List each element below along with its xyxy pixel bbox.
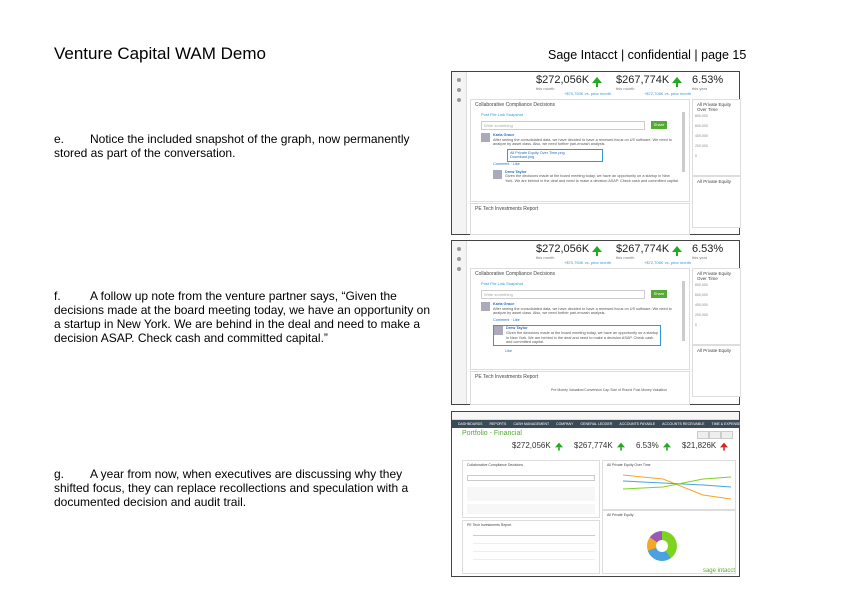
- kpi-vs: +$70,750K vs. prior month: [564, 260, 612, 265]
- dashboard-button[interactable]: [721, 431, 733, 439]
- post-2-actions[interactable]: Like: [505, 348, 512, 353]
- attachment-1[interactable]: All Private Equity Over Time.png: [510, 150, 565, 155]
- kpi-value: $272,056K: [536, 74, 590, 86]
- kpi-tile: [616, 243, 691, 265]
- kpi-tile: [536, 243, 611, 265]
- dashboard-title: Portfolio - Financial: [462, 430, 522, 437]
- kpi-tile: [512, 441, 564, 450]
- step-g: [54, 467, 424, 509]
- chart-panel: [692, 99, 741, 176]
- up-arrow-icon: [592, 77, 602, 83]
- chart-panel: [602, 460, 736, 510]
- scrollbar[interactable]: [682, 281, 685, 341]
- y-tick: 200,000: [695, 313, 708, 317]
- y-tick: 200,000: [695, 144, 708, 148]
- post-2: [493, 170, 679, 184]
- nav-item[interactable]: PURCHASING: [749, 422, 774, 426]
- y-tick: 400,000: [695, 303, 708, 307]
- kpi-vs: +$72,706K vs. prior month: [644, 260, 692, 265]
- nav-icon: [457, 88, 461, 92]
- report-title: PE Tech Investments Report: [475, 374, 539, 380]
- main-nav: [452, 420, 849, 428]
- left-strip: [452, 72, 467, 234]
- kpi-tile: [692, 74, 723, 91]
- table-divider: [473, 559, 595, 560]
- kpi-sub: this year: [692, 86, 708, 91]
- kpi-sub: this month: [616, 86, 635, 91]
- post-author[interactable]: Karla Grace: [493, 302, 515, 306]
- chart-title: All Private Equity Over Time: [607, 463, 651, 467]
- kpi-value: 6.53%: [636, 441, 659, 450]
- nav-item[interactable]: PROJECTS: [812, 422, 832, 426]
- collab-title: Collaborative Compliance Decisions: [467, 463, 524, 467]
- post-actions[interactable]: Comment · Like: [493, 317, 520, 322]
- post-author[interactable]: Drew Taylor: [505, 169, 527, 174]
- step-e: [54, 132, 434, 160]
- chart-title: All Private Equity Over Time: [697, 102, 732, 112]
- screenshot-g: [451, 411, 849, 577]
- up-arrow-icon: [672, 77, 682, 83]
- step-f: [54, 289, 436, 345]
- kpi-vs: +$72,706K vs. prior month: [644, 91, 692, 96]
- report-panel: [462, 520, 600, 574]
- report-title: PE Tech Investments Report: [467, 523, 512, 527]
- kpi-value: $267,774K: [616, 243, 670, 255]
- report-panel: [470, 371, 690, 405]
- dashboard-button[interactable]: [697, 431, 709, 439]
- post-text: Given the decisions made at the board meeting today, we have an opportunity on a startup in New York. We are behind in the deal and need to make a decision ASAP. Check cash and committed capital.: [506, 330, 659, 345]
- top-bar: [452, 412, 739, 420]
- report-title: PE Tech Investments Report: [475, 206, 539, 212]
- nav-item[interactable]: REPORTS: [489, 422, 507, 426]
- sage-intacct-logo: sage intacct: [702, 568, 735, 574]
- table-divider: [473, 551, 595, 552]
- kpi-value: $267,774K: [616, 74, 670, 86]
- nav-item[interactable]: ORDER ENTRY: [780, 422, 806, 426]
- nav-item[interactable]: COMPANY: [556, 422, 574, 426]
- attachment-2[interactable]: Download.png: [510, 155, 535, 160]
- write-input[interactable]: Write something: [481, 121, 645, 130]
- kpi-row: [536, 243, 739, 269]
- kpi-tile: [636, 441, 672, 450]
- step-label: g.: [54, 467, 65, 481]
- nav-icon: [457, 78, 461, 82]
- kpi-value: 6.53%: [692, 243, 724, 255]
- write-input[interactable]: Write something: [481, 290, 645, 299]
- page-title: Venture Capital WAM Demo: [54, 44, 266, 63]
- y-tick: 600,000: [695, 293, 708, 297]
- post-list: [467, 504, 595, 514]
- collab-panel: [462, 460, 600, 518]
- chart2-panel: [602, 510, 736, 574]
- step-text: A year from now, when executives are discussing why they shifted focus, they can replace recollections and speculation with a documented decision and audit trail.: [54, 467, 409, 509]
- kpi-value: 6.53%: [692, 74, 724, 86]
- table-divider: [473, 543, 595, 544]
- share-button[interactable]: Share: [651, 290, 667, 298]
- collab-title: Collaborative Compliance Decisions: [475, 271, 556, 277]
- kpi-value: $272,056K: [512, 441, 551, 450]
- kpi-tile: [692, 243, 723, 260]
- scrollbar[interactable]: [682, 112, 685, 172]
- dashboard-button[interactable]: [709, 431, 721, 439]
- post-author[interactable]: Drew Taylor: [506, 326, 528, 331]
- collab-panel: [470, 268, 690, 370]
- kpi-row: [512, 441, 735, 457]
- kpi-tile: [574, 441, 626, 450]
- y-tick: 800,000: [695, 114, 708, 118]
- avatar: [494, 326, 503, 335]
- kpi-vs: +$70,750K vs. prior month: [564, 91, 612, 96]
- screenshot-f: [451, 240, 740, 405]
- kpi-value: $267,774K: [574, 441, 613, 450]
- kpi-sub: this month: [616, 255, 635, 260]
- chart-lines: [603, 469, 735, 509]
- step-text: Notice the included snapshot of the graph, now permanently stored as part of the conversation.: [54, 132, 410, 160]
- post-list: [467, 487, 595, 501]
- post-text: After seeing the consolidated data, we have decided to have a renewed focus on US software. We need to analyze by asset class. Also, we need further pari-encash analysis.: [493, 306, 672, 316]
- chart-title: All Private Equity Over Time: [697, 271, 732, 281]
- nav-icon: [457, 247, 461, 251]
- avatar: [481, 133, 490, 142]
- post-1: [481, 133, 679, 167]
- nav-icon: [457, 257, 461, 261]
- nav-item[interactable]: ACCOUNTS RECEIVABLE: [662, 422, 705, 426]
- nav-item[interactable]: CASH MANAGEMENT: [513, 422, 550, 426]
- report-columns: Pre Money Valuation/Conversion Cap Size of Round Post Money Valuation: [551, 388, 668, 392]
- kpi-tile: [616, 74, 691, 96]
- nav-icon: [457, 98, 461, 102]
- avatar: [481, 302, 490, 311]
- kpi-tile: [682, 441, 729, 450]
- avatar: [493, 170, 502, 179]
- post-actions[interactable]: Comment · Like: [493, 161, 520, 166]
- y-tick: 400,000: [695, 134, 708, 138]
- up-arrow-icon: [555, 443, 563, 448]
- collab-panel: [470, 99, 690, 202]
- table-divider: [473, 535, 595, 536]
- chart2-panel: [692, 176, 741, 228]
- up-arrow-icon: [663, 443, 671, 448]
- post-author[interactable]: Karla Grace: [493, 133, 515, 137]
- screenshot-e: [451, 71, 740, 235]
- share-button[interactable]: Share: [651, 121, 667, 129]
- up-arrow-icon: [720, 443, 728, 448]
- post-tabs[interactable]: Post File Link Snapshot: [481, 112, 524, 117]
- step-label: e.: [54, 132, 65, 146]
- series-line: [623, 477, 731, 489]
- left-strip: [452, 241, 467, 404]
- kpi-value: $21,826K: [682, 441, 717, 450]
- attachment-box[interactable]: [507, 149, 603, 162]
- step-label: f.: [54, 289, 61, 303]
- nav-item[interactable]: GENERAL LEDGER: [580, 422, 613, 426]
- y-tick: 800,000: [695, 283, 708, 287]
- kpi-sub: this month: [536, 255, 555, 260]
- write-input[interactable]: [467, 475, 595, 481]
- nav-icon: [457, 267, 461, 271]
- chart2-title: All Private Equity: [607, 513, 634, 517]
- donut-hole: [656, 540, 668, 552]
- up-arrow-icon: [617, 443, 625, 448]
- chart2-title: All Private Equity: [697, 179, 732, 184]
- nav-item[interactable]: DASHBOARDS: [458, 422, 483, 426]
- up-arrow-icon: [672, 246, 682, 252]
- y-tick: 0: [695, 323, 697, 327]
- up-arrow-icon: [592, 246, 602, 252]
- chart2-title: All Private Equity: [697, 348, 732, 353]
- step-text: A follow up note from the venture partner says, “Given the decisions made at the board meeting today, we have an opportunity on a startup in New York. We are behind in the deal and need to make a decision ASAP. Check cash and committed capital.”: [54, 289, 431, 345]
- post-tabs[interactable]: Post File Link Snapshot: [481, 281, 524, 286]
- y-tick: 600,000: [695, 124, 708, 128]
- kpi-sub: this year: [692, 255, 708, 260]
- kpi-value: $272,056K: [536, 243, 590, 255]
- page-header-info: Sage Intacct | confidential | page 15: [548, 48, 747, 62]
- kpi-sub: this month: [536, 86, 555, 91]
- post-2-highlighted: [493, 325, 661, 345]
- nav-item[interactable]: MORE: [838, 422, 849, 426]
- collab-title: Collaborative Compliance Decisions: [475, 102, 556, 108]
- post-text: After seeing the consolidated data, we have decided to have a renewed focus on US software. We need to analyze by asset class. Also, we need further pari-encash analysis.: [493, 137, 672, 147]
- kpi-tile: [536, 74, 611, 96]
- post-1: [481, 302, 679, 322]
- chart-panel: [692, 268, 741, 345]
- post-text: Given the decisions made at the board meeting today, we have an opportunity on a startup in New York. We are behind in the deal and need to make a decision ASAP. Check cash and committed capital.: [505, 174, 679, 183]
- y-tick: 0: [695, 154, 697, 158]
- kpi-row: [536, 74, 739, 100]
- report-panel: [470, 203, 690, 235]
- nav-item[interactable]: ACCOUNTS PAYABLE: [619, 422, 656, 426]
- nav-item[interactable]: TIME & EXPENSES: [711, 422, 743, 426]
- chart2-panel: [692, 345, 741, 397]
